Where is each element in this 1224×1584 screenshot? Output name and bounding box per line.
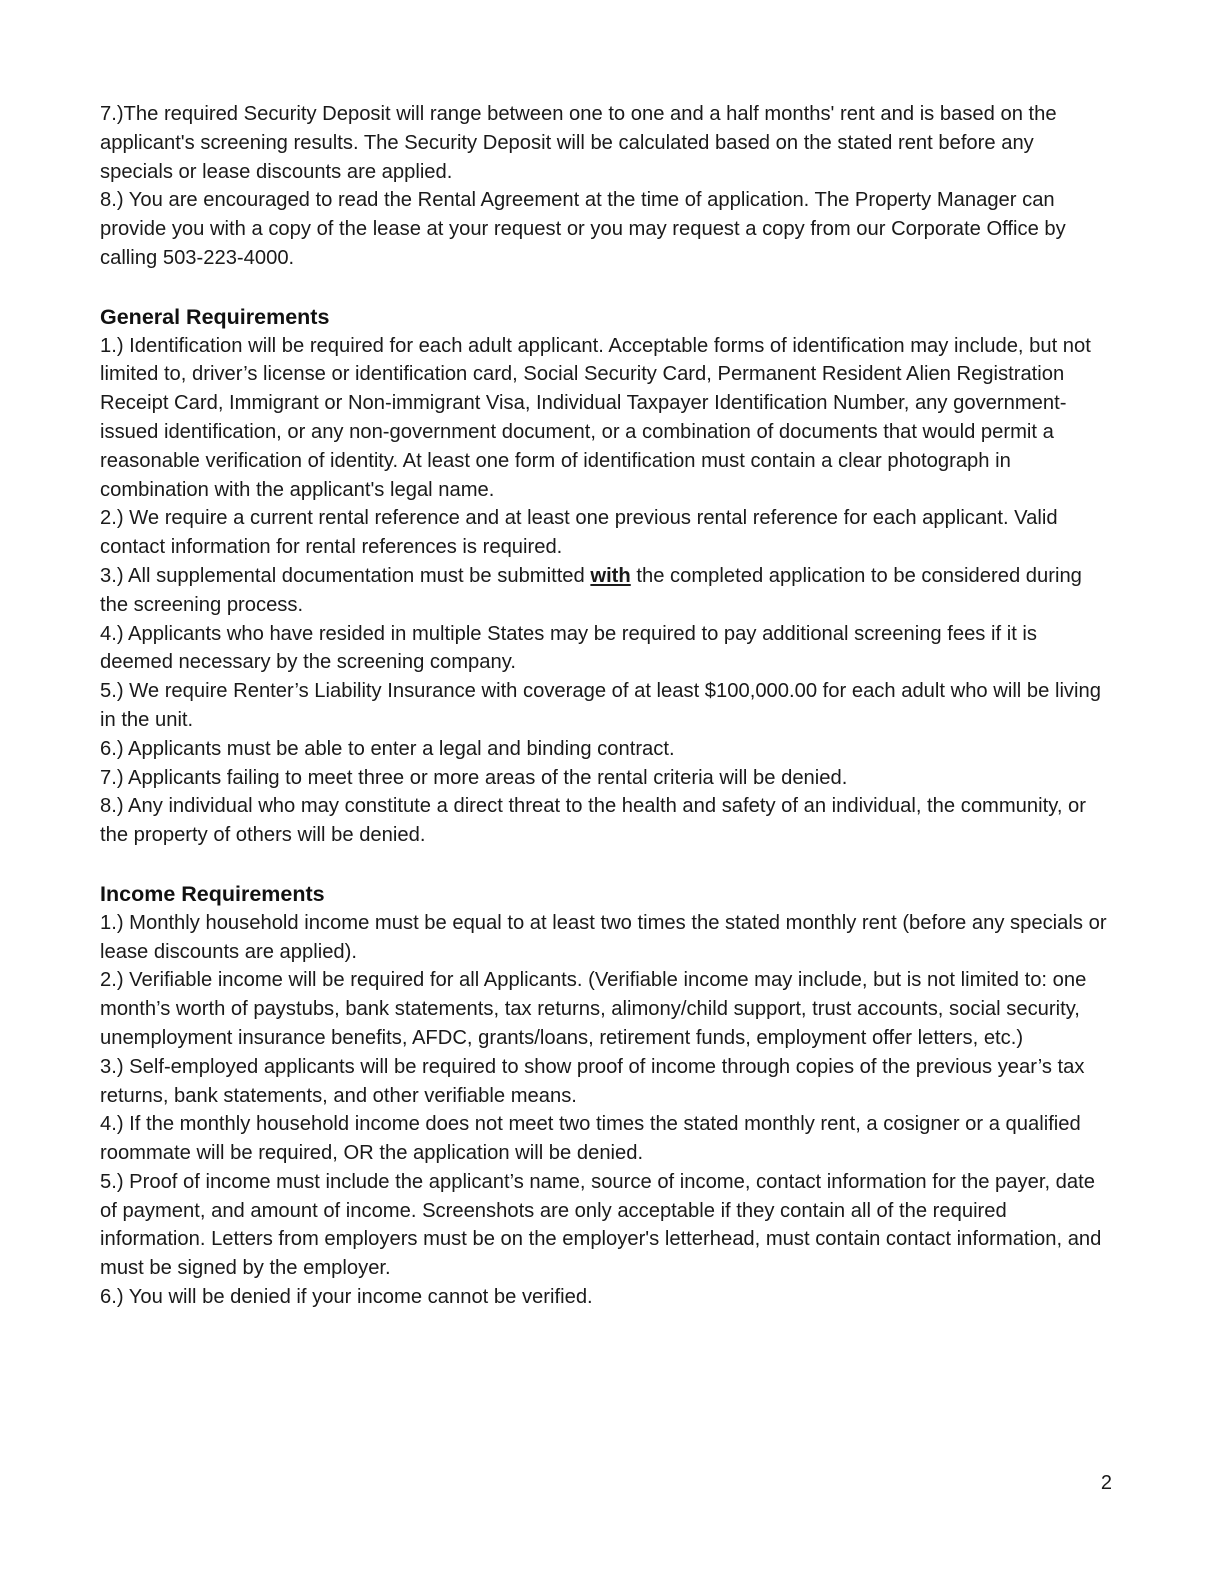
general-item-6: 6.) Applicants must be able to enter a legal and binding contract. (100, 737, 675, 760)
section-spacer (100, 850, 1112, 879)
general-item-2: 2.) We require a current rental reference and at least one previous rental reference for each applicant. Valid contact information for rental references is required. (100, 507, 1058, 559)
general-item-3 (100, 562, 1112, 620)
general-requirements-heading: General Requirements (100, 304, 330, 329)
income-requirements-heading: Income Requirements (100, 881, 325, 906)
income-item-2: 2.) Verifiable income will be required for all Applicants. (Verifiable income may include, but is not limited to: one month’s worth of paystubs, bank statements, tax returns, alimony/child support, trust accounts, social security, unemployment insurance benefits, AFDC, grants/loans, retirement funds, employment offer letters, etc.) (100, 969, 1087, 1049)
general-item-4: 4.) Applicants who have resided in multiple States may be required to pay additional screening fees if it is deemed necessary by the screening company. (100, 622, 1037, 674)
income-item-3: 3.) Self-employed applicants will be required to show proof of income through copies of the previous year’s tax returns, bank statements, and other verifiable means. (100, 1055, 1085, 1107)
general-item-3-before: 3.) All supplemental documentation must be submitted (100, 564, 591, 587)
intro-item-7: 7.)The required Security Deposit will range between one to one and a half months' rent and is based on the applicant's screening results. The Security Deposit will be calculated based on the stated rent before any specials or lease discounts are applied. (100, 103, 1057, 183)
page-number: 2 (1100, 1472, 1112, 1494)
document-page (100, 100, 1112, 1312)
income-item-6: 6.) You will be denied if your income cannot be verified. (100, 1286, 593, 1309)
general-item-1: 1.) Identification will be required for each adult applicant. Acceptable forms of identification may include, but not limited to, driver’s license or identification card, Social Security Card, Permanent Resident Alien Registration Receipt Card, Immigrant or Non-immigrant Visa, Individual Taxpayer Identification Number, any government-issued identification, or any non-government document, or a combination of documents that would permit a reasonable verification of identity. At least one form of identification must contain a clear photograph in combination with the applicant's legal name. (100, 334, 1091, 501)
section-spacer (100, 273, 1112, 302)
income-item-1: 1.) Monthly household income must be equal to at least two times the stated monthly rent (before any specials or lease discounts are applied). (100, 911, 1107, 963)
income-item-5: 5.) Proof of income must include the applicant’s name, source of income, contact information for the payer, date of payment, and amount of income. Screenshots are only acceptable if they contain all of the required information. Letters from employers must be on the employer's letterhead, must contain contact information, and must be signed by the employer. (100, 1170, 1102, 1280)
intro-item-8: 8.) You are encouraged to read the Rental Agreement at the time of application. The Property Manager can provide you with a copy of the lease at your request or you may request a copy from our Corporate Office by calling 503-223-4000. (100, 189, 1066, 269)
general-item-3-emphasis: with (590, 564, 631, 587)
general-item-5: 5.) We require Renter’s Liability Insurance with coverage of at least $100,000.00 for each adult who will be living in the unit. (100, 680, 1101, 731)
general-item-8: 8.) Any individual who may constitute a direct threat to the health and safety of an individual, the community, or the property of others will be denied. (100, 795, 1086, 847)
general-item-3-after: the completed application to be considered during the screening process. (100, 564, 1082, 616)
general-item-7: 7.) Applicants failing to meet three or more areas of the rental criteria will be denied. (100, 766, 848, 789)
income-item-4: 4.) If the monthly household income does not meet two times the stated monthly rent, a cosigner or a qualified roommate will be required, OR the application will be denied. (100, 1113, 1081, 1165)
